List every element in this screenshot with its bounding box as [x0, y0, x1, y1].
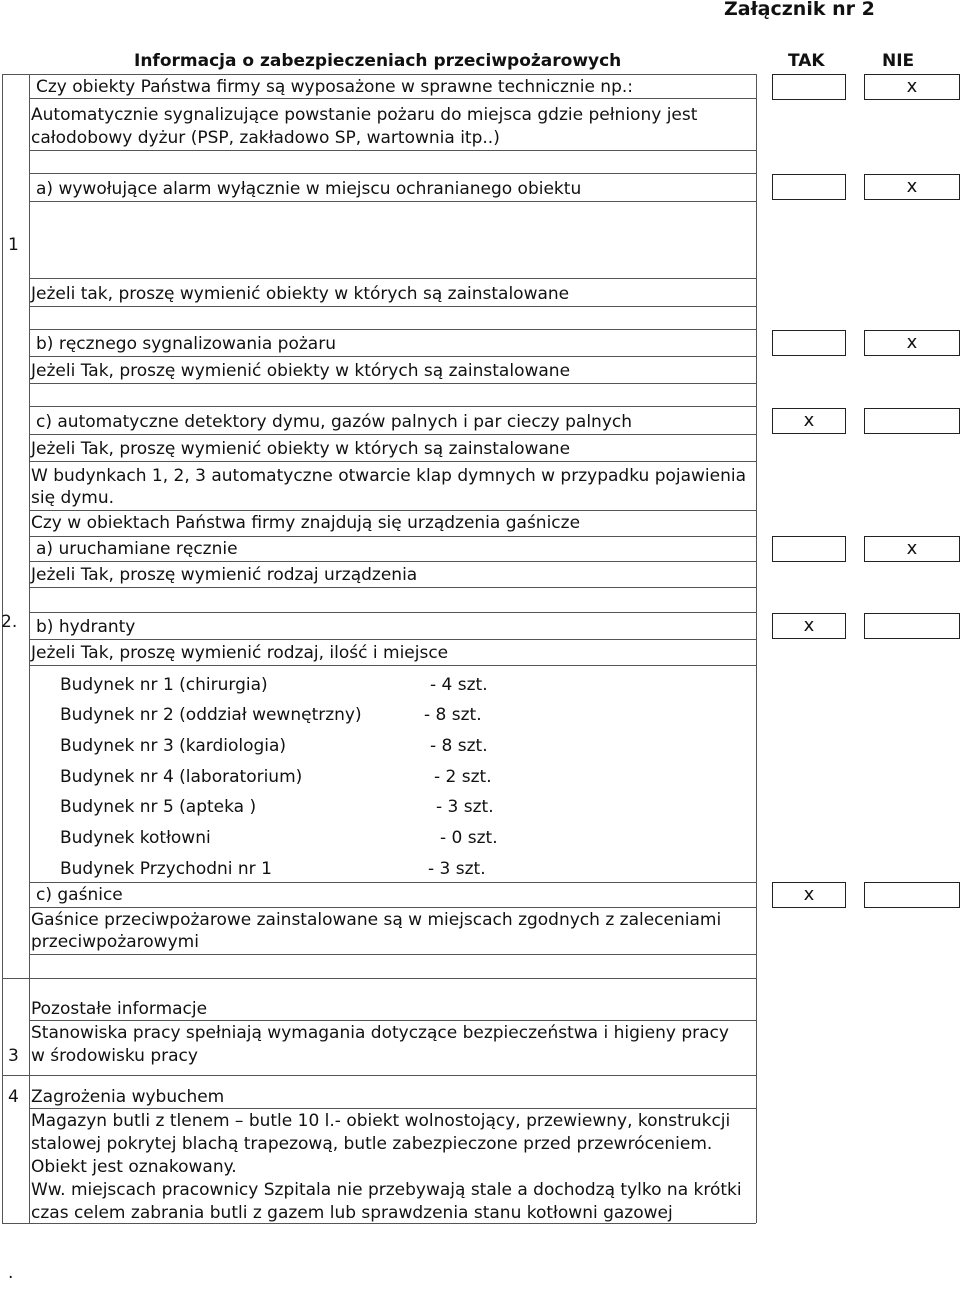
building-name: Budynek kotłowni	[60, 828, 211, 848]
row-line	[29, 278, 756, 279]
left-frame-line	[2, 978, 3, 1223]
s1-number: 1	[8, 235, 19, 255]
content-right-line	[756, 978, 757, 1223]
yes-checkbox[interactable]	[772, 174, 846, 200]
building-name: Budynek Przychodni nr 1	[60, 859, 272, 879]
s1-if-yes-a: Jeżeli tak, proszę wymienić obiekty w których są zainstalowane	[31, 284, 570, 304]
column-yes-header: TAK	[788, 51, 825, 71]
no-checkbox[interactable]	[864, 882, 960, 908]
no-checkbox[interactable]	[864, 408, 960, 434]
footer-dot: .	[8, 1263, 14, 1283]
row-line	[29, 150, 756, 151]
s2-if-yes-a: Jeżeli Tak, proszę wymienić rodzaj urządzenia	[31, 565, 418, 585]
s3-header: Pozostałe informacje	[31, 999, 208, 1019]
yes-checkbox[interactable]	[772, 882, 846, 908]
s2-number: 2.	[1, 612, 18, 632]
attachment-label: Załącznik nr 2	[724, 0, 875, 20]
s2-option-c: c) gaśnice	[36, 885, 123, 905]
building-name: Budynek nr 3 (kardiologia)	[60, 736, 287, 756]
check-mark: x	[906, 332, 918, 353]
s1-c-info-line2: się dymu.	[31, 488, 115, 508]
number-column-line	[29, 74, 30, 978]
left-frame-line	[2, 74, 3, 978]
row-line	[2, 1075, 756, 1076]
table-bottom-line	[2, 1223, 756, 1224]
building-name: Budynek nr 5 (apteka )	[60, 797, 257, 817]
no-checkbox[interactable]	[864, 74, 960, 100]
row-line	[29, 461, 756, 462]
s1-question: Czy obiekty Państwa firmy są wyposażone w sprawne technicznie np.:	[36, 77, 634, 97]
row-line	[29, 561, 756, 562]
row-line	[29, 954, 756, 955]
s1-option-c: c) automatyczne detektory dymu, gazów palnych i par cieczy palnych	[36, 412, 632, 432]
building-count: - 8 szt.	[430, 736, 488, 756]
building-name: Budynek nr 2 (oddział wewnętrzny)	[60, 705, 362, 725]
s4-header: Zagrożenia wybuchem	[31, 1087, 225, 1107]
row-line	[29, 639, 756, 640]
row-line	[29, 1020, 756, 1021]
check-mark: x	[803, 884, 815, 905]
s1-option-b: b) ręcznego sygnalizowania pożaru	[36, 334, 336, 354]
row-line	[29, 510, 756, 511]
s2-c-info-line1: Gaśnice przeciwpożarowe zainstalowane są w miejscach zgodnych z zaleceniami	[31, 910, 722, 930]
row-line	[29, 536, 756, 537]
s4-line2: stalowej pokrytej blachą trapezową, butle zabezpieczone przed przewróceniem.	[31, 1134, 713, 1154]
check-mark: x	[803, 410, 815, 431]
building-count: - 3 szt.	[436, 797, 494, 817]
building-count: - 0 szt.	[440, 828, 498, 848]
building-name: Budynek nr 1 (chirurgia)	[60, 675, 268, 695]
yes-checkbox[interactable]	[772, 408, 846, 434]
row-line	[29, 882, 756, 883]
row-line	[29, 383, 756, 384]
s4-number: 4	[8, 1087, 19, 1107]
table-top-line	[2, 74, 756, 75]
yes-checkbox[interactable]	[772, 74, 846, 100]
row-line	[29, 329, 756, 330]
s1-if-yes-c: Jeżeli Tak, proszę wymienić obiekty w których są zainstalowane	[31, 439, 571, 459]
building-count: - 4 szt.	[430, 675, 488, 695]
s1-c-info-line1: W budynkach 1, 2, 3 automatyczne otwarcie klap dymnych w przypadku pojawienia	[31, 466, 747, 486]
yes-checkbox[interactable]	[772, 613, 846, 639]
row-line	[29, 306, 756, 307]
s4-line5: czas celem zabrania butli z gazem lub sprawdzenia stanu kotłowni gazowej	[31, 1203, 673, 1223]
row-line	[29, 907, 756, 908]
s4-line3: Obiekt jest oznakowany.	[31, 1157, 237, 1177]
no-checkbox[interactable]	[864, 536, 960, 562]
row-line	[29, 406, 756, 407]
s2-question: Czy w obiektach Państwa firmy znajdują się urządzenia gaśnicze	[31, 513, 581, 533]
row-line	[29, 665, 756, 666]
content-right-line	[756, 74, 757, 978]
building-count: - 8 szt.	[424, 705, 482, 725]
check-mark: x	[906, 538, 918, 559]
s1-auto-line1: Automatycznie sygnalizujące powstanie pożaru do miejsca gdzie pełniony jest	[31, 105, 698, 125]
s2-c-info-line2: przeciwpożarowymi	[31, 932, 199, 952]
page-title: Informacja o zabezpieczeniach przeciwpożarowych	[134, 51, 622, 71]
check-mark: x	[803, 615, 815, 636]
s2-option-b: b) hydranty	[36, 617, 136, 637]
building-count: - 2 szt.	[434, 767, 492, 787]
check-mark: x	[906, 76, 918, 97]
s1-auto-line2: całodobowy dyżur (PSP, zakładowo SP, wartownia itp..)	[31, 128, 500, 148]
no-checkbox[interactable]	[864, 174, 960, 200]
check-mark: x	[906, 176, 918, 197]
no-checkbox[interactable]	[864, 330, 960, 356]
s3-line2: w środowisku pracy	[31, 1046, 198, 1066]
row-line	[29, 173, 756, 174]
yes-checkbox[interactable]	[772, 330, 846, 356]
column-no-header: NIE	[882, 51, 915, 71]
s1-option-a: a) wywołujące alarm wyłącznie w miejscu ochranianego obiektu	[36, 179, 582, 199]
s3-number: 3	[8, 1046, 19, 1066]
row-line	[29, 434, 756, 435]
s4-line4: Ww. miejscach pracownicy Szpitala nie przebywają stale a dochodzą tylko na krótki	[31, 1180, 742, 1200]
s3-line1: Stanowiska pracy spełniają wymagania dotyczące bezpieczeństwa i higieny pracy	[31, 1023, 729, 1043]
row-line	[29, 201, 756, 202]
s2-option-a: a) uruchamiane ręcznie	[36, 539, 238, 559]
s2-if-yes-b: Jeżeli Tak, proszę wymienić rodzaj, ilość i miejsce	[31, 643, 449, 663]
row-line	[29, 98, 756, 99]
row-line	[29, 587, 756, 588]
s4-line1: Magazyn butli z tlenem – butle 10 l.- obiekt wolnostojący, przewiewny, konstrukcji	[31, 1111, 731, 1131]
row-line	[29, 612, 756, 613]
row-line	[29, 356, 756, 357]
number-column-line	[29, 978, 30, 1223]
s1-if-yes-b: Jeżeli Tak, proszę wymienić obiekty w których są zainstalowane	[31, 361, 571, 381]
building-name: Budynek nr 4 (laboratorium)	[60, 767, 303, 787]
yes-checkbox[interactable]	[772, 536, 846, 562]
no-checkbox[interactable]	[864, 613, 960, 639]
row-line	[29, 1108, 756, 1109]
building-count: - 3 szt.	[428, 859, 486, 879]
row-line	[2, 978, 756, 979]
